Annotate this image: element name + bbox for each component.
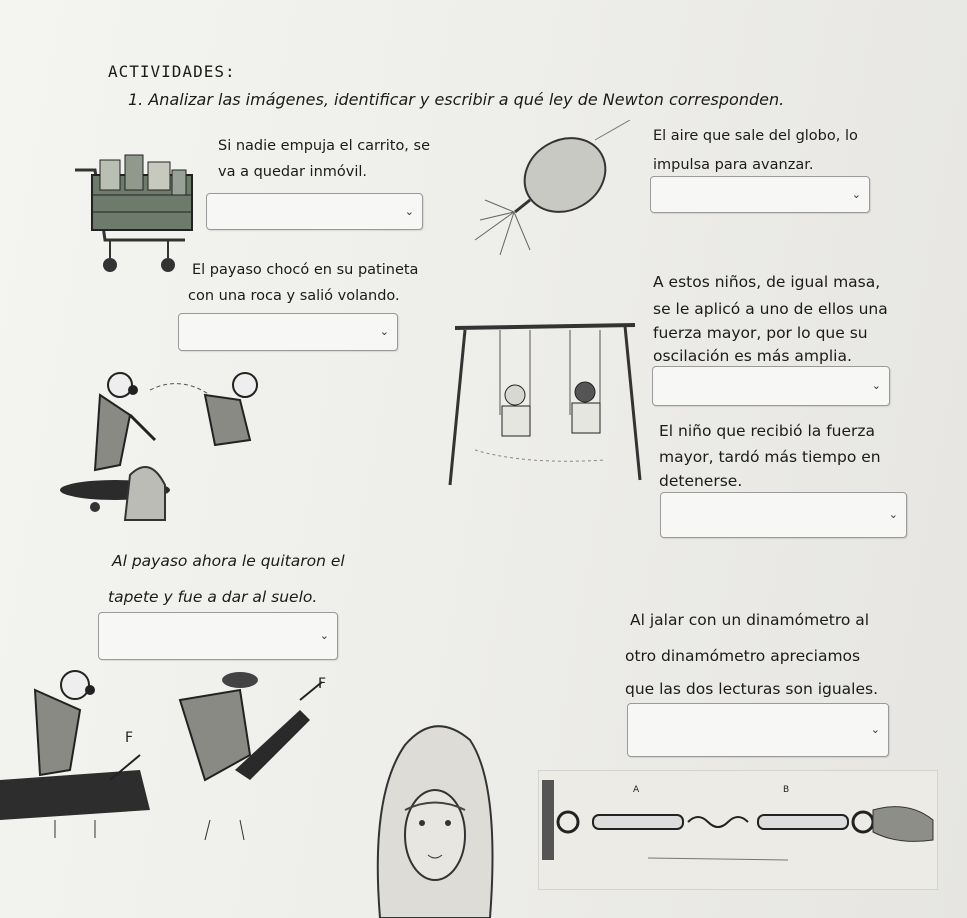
cart-caption-line1: Si nadie empuja el carrito, se <box>218 138 431 154</box>
clown-mat-caption-line2: tapete y fue a dar al suelo. <box>108 588 318 606</box>
point-a-label: A <box>633 785 640 795</box>
clown-skate-caption-line2: con una roca y salió volando. <box>188 288 400 304</box>
balloon-answer-dropdown[interactable] <box>650 176 870 213</box>
cart-answer-dropdown[interactable] <box>206 193 423 230</box>
dynamometer-illustration <box>538 770 938 890</box>
instruction-text: 1. Analizar las imágenes, identificar y escribir a qué ley de Newton corresponden. <box>128 90 785 109</box>
shopping-cart-illustration <box>70 150 200 275</box>
swings-answer-dropdown[interactable] <box>652 366 890 406</box>
swings-caption-line2: se le aplicó a uno de ellos una <box>653 300 888 318</box>
point-b-label: B <box>783 785 790 795</box>
balloon-caption-line2: impulsa para avanzar. <box>653 157 814 173</box>
swings-followup-answer-dropdown[interactable] <box>660 492 907 538</box>
chevron-down-icon: ⌄ <box>871 379 881 392</box>
chevron-down-icon: ⌄ <box>404 204 414 218</box>
swings-caption-line1: A estos niños, de igual masa, <box>653 273 881 291</box>
dynamometer-caption-line1: Al jalar con un dinamómetro al <box>630 611 870 629</box>
force-label-right: F <box>318 676 327 692</box>
clown-skate-answer-dropdown[interactable] <box>178 313 398 351</box>
balloon-illustration <box>470 120 640 260</box>
newton-portrait-illustration <box>370 715 500 918</box>
chevron-down-icon: ⌄ <box>851 187 861 201</box>
swings-followup-caption-line2: mayor, tardó más tiempo en <box>659 448 881 466</box>
clown-mat-caption-line1: Al payaso ahora le quitaron el <box>112 552 345 570</box>
dynamometer-caption-line3: que las dos lecturas son iguales. <box>625 680 879 698</box>
chevron-down-icon: ⌄ <box>888 508 898 521</box>
dynamometer-answer-dropdown[interactable] <box>627 703 889 757</box>
force-label-left: F <box>125 730 134 746</box>
clown-skateboard-illustration <box>40 355 290 525</box>
balloon-caption-line1: El aire que sale del globo, lo <box>653 128 858 144</box>
activities-heading: ACTIVIDADES: <box>108 62 236 81</box>
chevron-down-icon: ⌄ <box>319 629 329 642</box>
swings-followup-caption-line1: El niño que recibió la fuerza <box>659 422 876 440</box>
swings-followup-caption-line3: detenerse. <box>659 472 743 490</box>
cart-caption-line2: va a quedar inmóvil. <box>218 164 368 180</box>
clown-skate-caption-line1: El payaso chocó en su patineta <box>192 262 419 278</box>
chevron-down-icon: ⌄ <box>870 723 880 736</box>
clown-mat-illustration <box>0 660 340 880</box>
chevron-down-icon: ⌄ <box>379 325 389 338</box>
clown-mat-answer-dropdown[interactable] <box>98 612 338 660</box>
swings-caption-line4: oscilación es más amplia. <box>653 347 852 365</box>
swings-caption-line3: fuerza mayor, por lo que su <box>653 324 868 342</box>
swing-set-illustration <box>445 320 645 490</box>
dynamometer-caption-line2: otro dinamómetro apreciamos <box>625 647 861 665</box>
